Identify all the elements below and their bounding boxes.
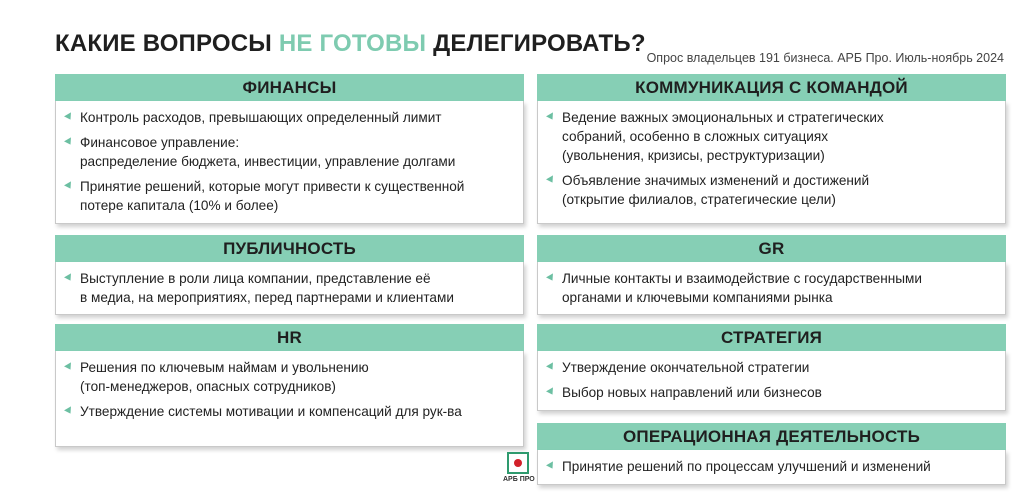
bullet-icon	[64, 273, 74, 282]
list-item: Решения по ключевым наймам и увольнению (топ-менеджеров, опасных сотрудников)	[80, 358, 513, 396]
list-item: Выступление в роли лица компании, представление её в медиа, на мероприятиях, перед партнерами и клиентами	[80, 269, 513, 307]
list-item: Личные контакты и взаимодействие с государственными органами и ключевыми компаниями рынка	[562, 269, 995, 307]
title-highlight: НЕ ГОТОВЫ	[278, 30, 427, 57]
bullet-icon	[546, 461, 556, 470]
bullet-icon	[546, 273, 556, 282]
list-item: Утверждение системы мотивации и компенсаций для рук-ва	[80, 402, 513, 421]
list-item: Утверждение окончательной стратегии	[562, 358, 995, 377]
card-publicity-body	[55, 262, 524, 315]
title-part-1: КАКИЕ ВОПРОСЫ	[55, 30, 279, 57]
title-part-2: ДЕЛЕГИРОВАТЬ?	[426, 30, 646, 57]
bullet-icon	[546, 362, 556, 371]
bullet-icon	[64, 137, 74, 146]
card-hr-title: HR	[55, 324, 524, 351]
bullet-icon	[64, 406, 74, 415]
bullet-icon	[546, 387, 556, 396]
card-communication-title: КОММУНИКАЦИЯ С КОМАНДОЙ	[537, 74, 1006, 101]
bullet-icon	[64, 112, 74, 121]
card-publicity	[55, 235, 524, 315]
card-hr	[55, 324, 524, 447]
card-operations-body	[537, 450, 1006, 485]
survey-subtitle: Опрос владельцев 191 бизнеса. АРБ Про. Июль-ноябрь 2024	[646, 51, 1004, 65]
list-item: Финансовое управление: распределение бюджета, инвестиции, управление долгами	[80, 133, 513, 171]
card-strategy-body	[537, 351, 1006, 411]
card-strategy	[537, 324, 1006, 411]
bullet-icon	[64, 181, 74, 190]
card-gr-body	[537, 262, 1006, 315]
card-finance	[55, 74, 524, 224]
card-gr	[537, 235, 1006, 315]
bullet-icon	[546, 175, 556, 184]
list-item: Контроль расходов, превышающих определенный лимит	[80, 108, 513, 127]
page-title	[55, 30, 646, 58]
card-communication-body	[537, 101, 1006, 224]
card-gr-title: GR	[537, 235, 1006, 262]
list-item: Принятие решений, которые могут привести к существенной потере капитала (10% и более)	[80, 177, 513, 215]
card-finance-title: ФИНАНСЫ	[55, 74, 524, 101]
card-finance-body	[55, 101, 524, 224]
card-strategy-title: СТРАТЕГИЯ	[537, 324, 1006, 351]
bullet-icon	[546, 112, 556, 121]
list-item: Объявление значимых изменений и достижений (открытие филиалов, стратегические цели)	[562, 171, 995, 209]
card-communication	[537, 74, 1006, 224]
card-operations	[537, 423, 1006, 485]
arb-pro-logo	[503, 452, 533, 492]
bullet-icon	[64, 362, 74, 371]
card-hr-body	[55, 351, 524, 447]
logo-mark-icon	[507, 452, 529, 474]
logo-text: АРБ ПРО	[503, 476, 535, 483]
list-item: Выбор новых направлений или бизнесов	[562, 383, 995, 402]
list-item: Ведение важных эмоциональных и стратегических собраний, особенно в сложных ситуациях (увольнения, кризисы, реструктуризации)	[562, 108, 995, 165]
card-publicity-title: ПУБЛИЧНОСТЬ	[55, 235, 524, 262]
list-item: Принятие решений по процессам улучшений и изменений	[562, 457, 995, 476]
card-operations-title: ОПЕРАЦИОННАЯ ДЕЯТЕЛЬНОСТЬ	[537, 423, 1006, 450]
